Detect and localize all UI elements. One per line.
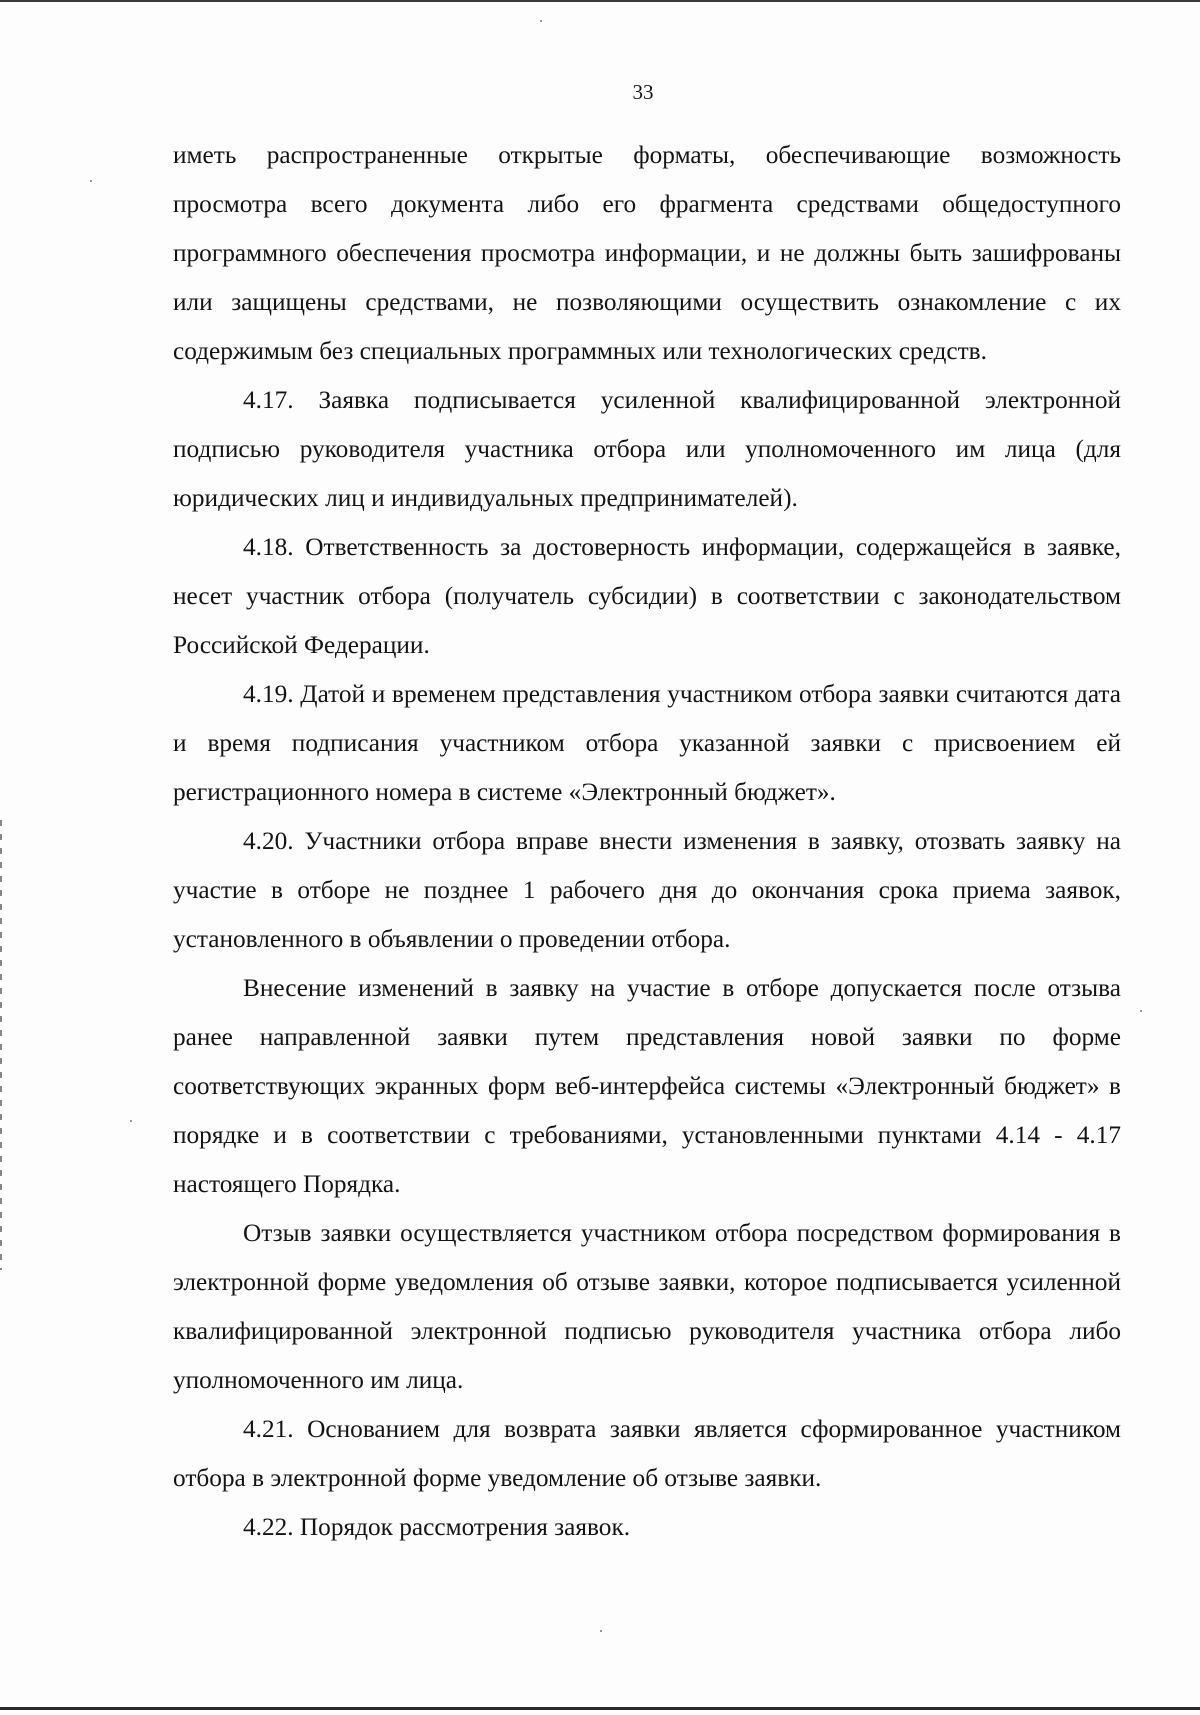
paragraph-4-18: 4.18. Ответственность за достоверность информации, содержащейся в заявке, несет участник отбора (получатель субсидии) в соответствии с законодательством Российской Федерации.	[173, 533, 1121, 659]
scan-speck	[600, 1630, 602, 1632]
paragraph-continuation: иметь распространенные открытые форматы, обеспечивающие возможность просмотра всего документа либо его фрагмента средствами общедоступного программного обеспечения просмотра информации, и не должны быть зашифрованы или защищены средствами, не позволяющими осуществить ознакомление с их содержимым без специальных программных или технологических средств.	[173, 141, 1121, 365]
paragraph-4-20: 4.20. Участники отбора вправе внести изменения в заявку, отозвать заявку на участие в отборе не позднее 1 рабочего дня до окончания срока приема заявок, установленного в объявлении о проведении отбора.	[173, 827, 1121, 953]
paragraph-4-21: 4.21. Основанием для возврата заявки является сформированное участником отбора в электронной форме уведомление об отзыве заявки.	[173, 1415, 1121, 1492]
paragraph-4-17: 4.17. Заявка подписывается усиленной квалифицированной электронной подписью руководителя участника отбора или уполномоченного им лица (для юридических лиц и индивидуальных предпринимателей).	[173, 386, 1121, 512]
paragraph-4-20-withdrawal: Отзыв заявки осуществляется участником отбора посредством формирования в электронной форме уведомления об отзыве заявки, которое подписывается усиленной квалифицированной электронной подписью руководителя участника отбора либо уполномоченного им лица.	[173, 1219, 1121, 1394]
paragraph-4-20-changes: Внесение изменений в заявку на участие в отборе допускается после отзыва ранее направленной заявки путем представления новой заявки по форме соответствующих экранных форм веб-интерфейса системы «Электронный бюджет» в порядке и в соответствии с требованиями, установленными пунктами 4.14 - 4.17 настоящего Порядка.	[173, 974, 1121, 1198]
scan-speck	[130, 1120, 132, 1122]
left-edge-marks	[0, 820, 2, 1270]
page-number: 33	[632, 80, 654, 104]
paragraph-4-19: 4.19. Датой и временем представления участником отбора заявки считаются дата и время подписания участником отбора указанной заявки с присвоением ей регистрационного номера в системе «Электронный бюджет».	[173, 680, 1121, 806]
scan-speck	[1140, 1010, 1142, 1012]
bottom-edge-line	[0, 1707, 1200, 1710]
scan-speck	[540, 20, 542, 22]
scan-speck	[90, 180, 92, 182]
top-edge-line	[0, 0, 1200, 2]
paragraph-4-22: 4.22. Порядок рассмотрения заявок.	[243, 1513, 631, 1541]
document-body	[173, 131, 1121, 1552]
